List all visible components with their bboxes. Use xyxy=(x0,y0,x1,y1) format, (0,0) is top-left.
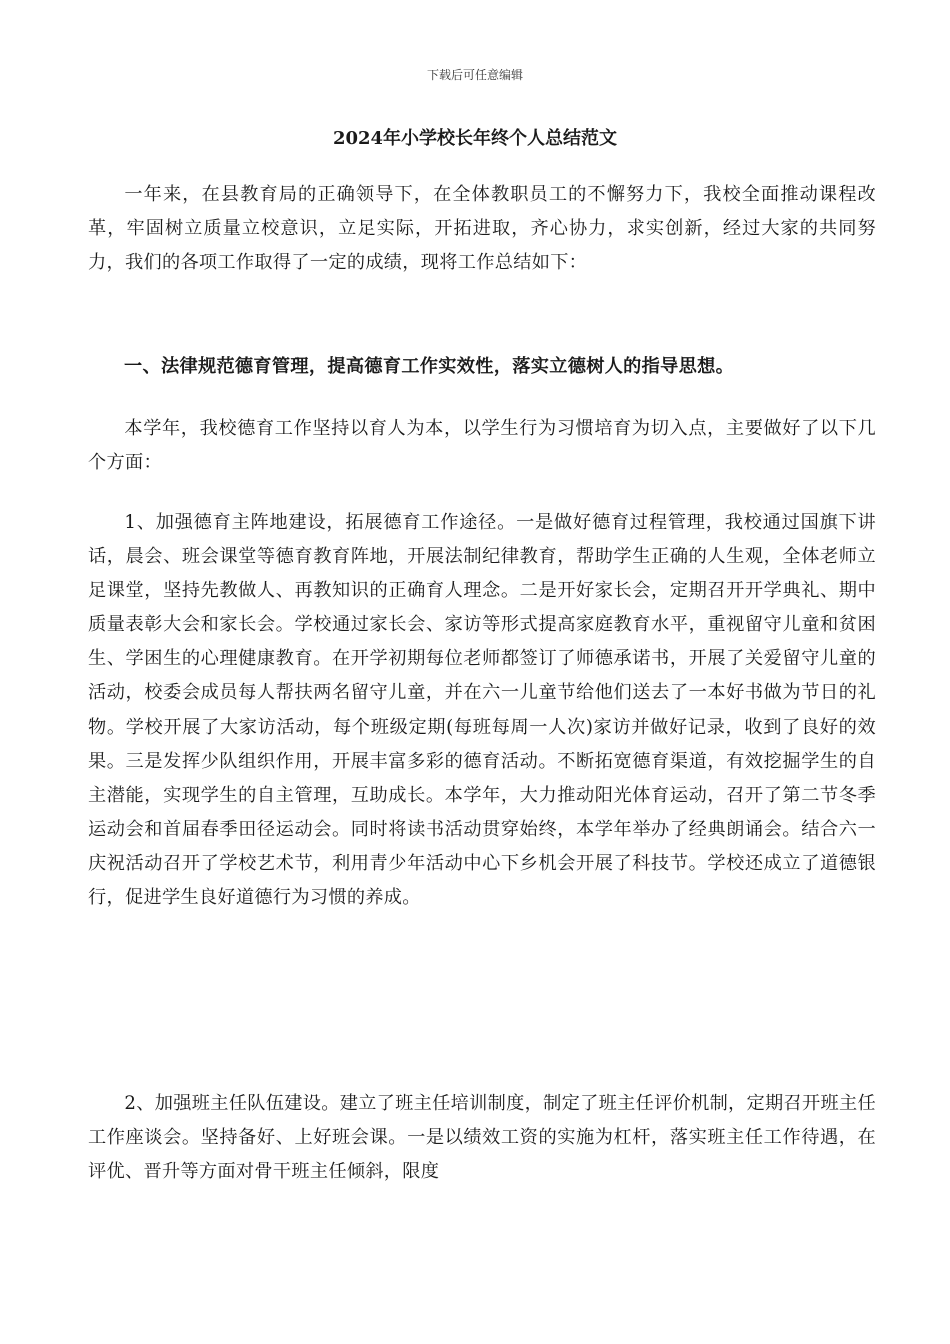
item-2-paragraph: 2、加强班主任队伍建设。建立了班主任培训制度，制定了班主任评价机制，定期召开班主任工作座谈会。坚持备好、上好班会课。一是以绩效工资的实施为杠杆，落实班主任工作待遇，在评优、晋升等方面对骨干班主任倾斜，限度 xyxy=(88,1093,876,1183)
section-1-intro-paragraph: 本学年，我校德育工作坚持以育人为本，以学生行为习惯培育为切入点，主要做好了以下几个方面： xyxy=(88,418,876,474)
document-title: 2024年小学校长年终个人总结范文 xyxy=(332,128,618,149)
header-note: 下载后可任意编辑 xyxy=(426,68,523,82)
item-1-paragraph: 1、加强德育主阵地建设，拓展德育工作途径。一是做好德育过程管理，我校通过国旗下讲话，晨会、班会课堂等德育教育阵地，开展法制纪律教育，帮助学生正确的人生观，全体老师立足课堂，坚持先教做人、再教知识的正确育人理念。二是开好家长会，定期召开开学典礼、期中质量表彰大会和家长会。学校通过家长会、家访等形式提高家庭教育水平，重视留守儿童和贫困生、学困生的心理健康教育。在开学初期每位老师都签订了师德承诺书，开展了关爱留守儿童的活动，校委会成员每人帮扶两名留守儿童，并在六一儿童节给他们送去了一本好书做为节日的礼物。学校开展了大家访活动，每个班级定期(每班每周一人次)家访并做好记录，收到了良好的效果。三是发挥少队组织作用，开展丰富多彩的德育活动。不断拓宽德育渠道，有效挖掘学生的自主潜能，实现学生的自主管理，互助成长。本学年，大力推动阳光体育运动，召开了第二节冬季运动会和首届春季田径运动会。同时将读书活动贯穿始终，本学年举办了经典朗诵会。结合六一庆祝活动召开了学校艺术节，利用青少年活动中心下乡机会开展了科技节。学校还成立了道德银行，促进学生良好道德行为习惯的养成。 xyxy=(88,512,876,909)
section-1-heading: 一、法律规范德育管理，提高德育工作实效性，落实立德树人的指导思想。 xyxy=(124,356,735,377)
intro-paragraph: 一年来，在县教育局的正确领导下，在全体教职员工的不懈努力下，我校全面推动课程改革，牢固树立质量立校意识，立足实际，开拓进取，齐心协力，求实创新，经过大家的共同努力，我们的各项工作取得了一定的成绩，现将工作总结如下： xyxy=(88,184,876,274)
